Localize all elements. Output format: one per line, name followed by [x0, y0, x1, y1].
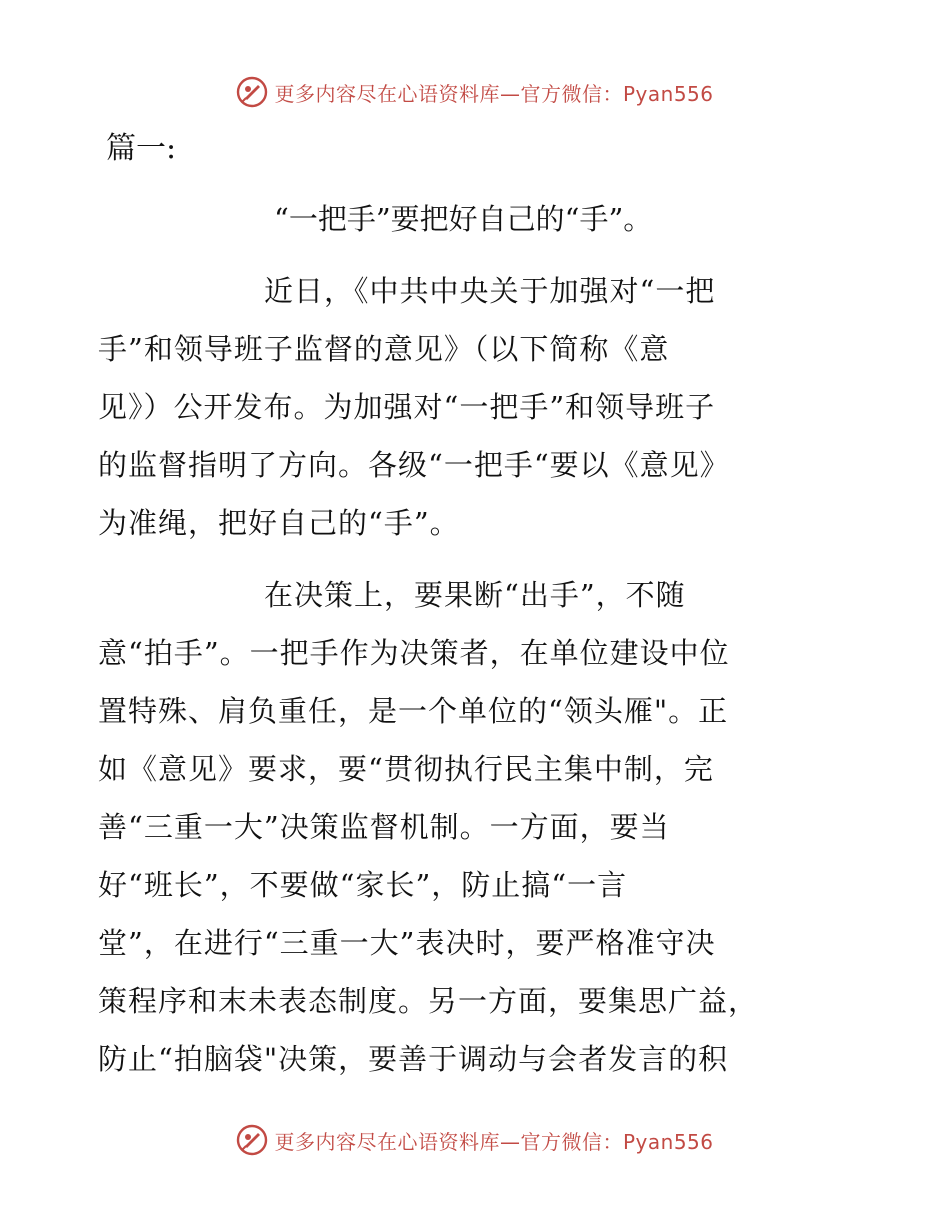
- quill-logo-icon: [236, 76, 268, 108]
- paragraph-1: 近日，《中共中央关于加强对“一把 手”和领导班子监督的意见》（以下简称《意 见》）公开发布。为加强对“一把手”和领导班子 的监督指明了方向。各级“一把手“要以《意见》 为准绳，把好自己的“手”。: [98, 274, 730, 540]
- footer-banner: [0, 1120, 950, 1160]
- document-body: [98, 120, 858, 1102]
- banner-text: 更多内容尽在心语资料库—官方微信：Pyan556: [274, 81, 714, 106]
- quill-logo-icon: [236, 1124, 268, 1156]
- section-heading: 篇一:: [106, 131, 177, 166]
- banner-text: 更多内容尽在心语资料库—官方微信：Pyan556: [274, 1129, 714, 1154]
- paragraph-2: 在决策上，要果断“出手”，不随 意“拍手”。一把手作为决策者，在单位建设中位 置特殊、肩负重任，是一个单位的“领头雁"。正 如《意见》要求，要“贯彻执行民主集中制，完 善“三重一大”决策监督机制。一方面，要当 好“班长”，不要做“家长”，防止搞“一言 堂”，在进行“三重一大”表决时，要严格准守决 策程序和末未表态制度。另一方面，要集思广益， 防止“拍脑袋"决策，要善于调动与会者发言的积: [98, 578, 759, 1076]
- article-title: “一把手”要把好自己的“手”。: [274, 202, 653, 236]
- header-banner: [0, 72, 950, 112]
